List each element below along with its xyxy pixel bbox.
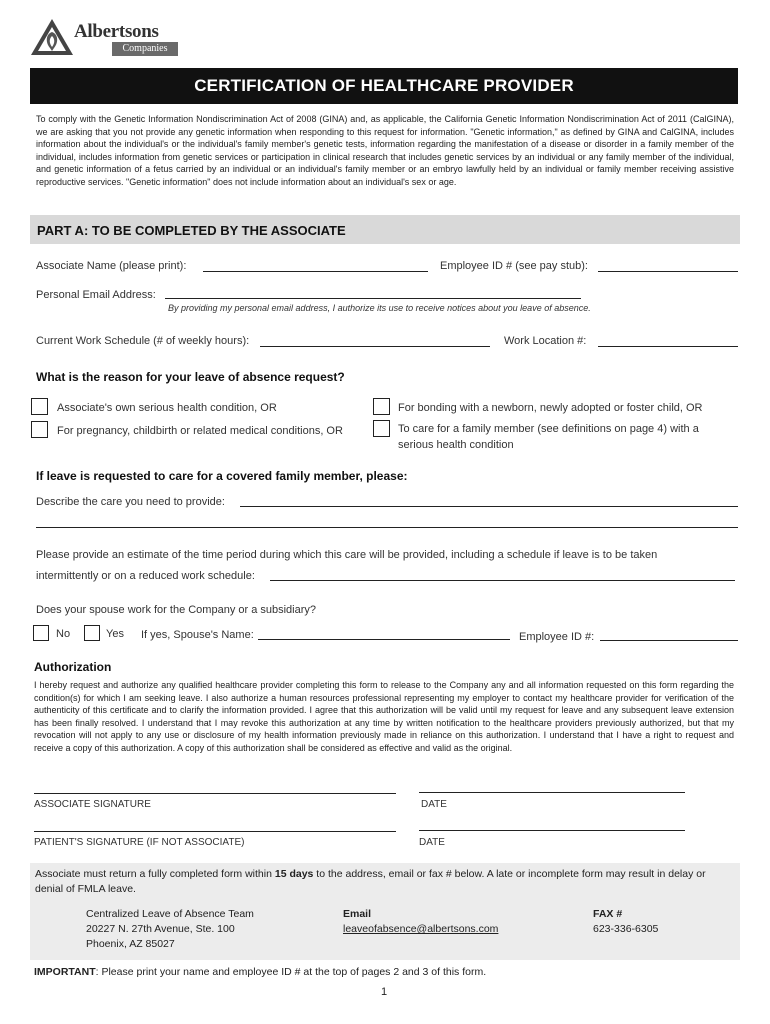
describe-care-field-line2[interactable]: [36, 527, 738, 528]
address-line3: Phoenix, AZ 85027: [86, 938, 175, 950]
family-care-checkbox[interactable]: [373, 420, 390, 437]
employee-id-label: Employee ID # (see pay stub):: [440, 260, 588, 272]
patient-signature-field[interactable]: [34, 831, 396, 832]
associate-date-label: DATE: [421, 799, 447, 810]
patient-signature-label: PATIENT'S SIGNATURE (IF NOT ASSOCIATE): [34, 837, 245, 848]
associate-name-field[interactable]: [203, 271, 428, 272]
logo-subtitle: Companies: [112, 42, 178, 56]
address-line2: 20227 N. 27th Avenue, Ste. 100: [86, 923, 235, 935]
describe-care-field[interactable]: [240, 506, 738, 507]
spouse-name-field[interactable]: [258, 639, 510, 640]
work-location-field[interactable]: [598, 346, 738, 347]
spouse-no-checkbox[interactable]: [33, 625, 49, 641]
page-number: 1: [381, 986, 388, 998]
important-text: : Please print your name and employee ID # at the top of pages 2 and 3 of this form.: [95, 966, 487, 978]
family-care-label-line1: To care for a family member (see definitions on page 4) with a: [398, 423, 699, 435]
fax-number: 623-336-6305: [593, 923, 659, 935]
authorization-text: I hereby request and authorize any qualified healthcare provider completing this form to release to the Company any and all information requested on this form regarding the condition(s) for which I am seeking leave. I also authorize a human resources professional representing my employer to contact my healthcare provider for verification of the authenticity of this certificate and to clarify the information provided. I agree that this authorization will be valid until my request for leave and any subsequent leave extension has been finally resolved. I understand that I may revoke this authorization at any time by written notification to the healthcare providers previously authorized, but that my revocation will not apply to any use or disclosure of my health information previously made in reliance on this authorization. I understand that I have a right to request and receive a copy of this authorization. A copy of this authorization shall be considered as effective and valid as the original.: [34, 680, 734, 753]
associate-signature-label: ASSOCIATE SIGNATURE: [34, 799, 151, 810]
logo-mark-icon: [30, 18, 74, 58]
family-care-label-line2: serious health condition: [398, 439, 514, 451]
patient-date-field[interactable]: [419, 830, 685, 831]
associate-date-field[interactable]: [419, 792, 685, 793]
family-member-heading: If leave is requested to care for a covered family member, please:: [36, 469, 408, 483]
spouse-no-label: No: [56, 628, 71, 640]
leave-reason-question: What is the reason for your leave of absence request?: [36, 370, 345, 384]
own-health-label: Associate's own serious health condition, OR: [57, 402, 277, 414]
pregnancy-checkbox[interactable]: [31, 421, 48, 438]
email-label: Personal Email Address:: [36, 289, 156, 301]
authorization-heading: Authorization: [34, 660, 112, 674]
spouse-yes-checkbox[interactable]: [84, 625, 100, 641]
spouse-name-label: If yes, Spouse's Name:: [141, 629, 254, 641]
gina-notice: To comply with the Genetic Information Nondiscrimination Act of 2008 (GINA) and, as applicable, the California Genetic Information Nondiscrimination Act of 2011 (CalGINA), we are asking that you not provide any genetic information when responding to this request for information. "Genetic information," as defined by GINA and CalGINA, includes information about the individual's or the individual's family member's genetic tests, information regarding the manifestation of a disease or disorder in a family member of the individual, includes information from genetic services or participation in clinical research that includes genetic services by an individual or any family member of the individual, and genetic information of a fetus carried by an individual or an individual's family member or an embryo lawfully held by an individual or family member receiving assistive reproductive services. "Genetic information" does not include information about an individual's sex or age.: [36, 114, 734, 187]
patient-date-label: DATE: [419, 837, 445, 848]
company-logo: [30, 18, 180, 60]
logo-wordmark: Albertsons: [74, 21, 159, 42]
email-heading: Email: [343, 908, 372, 920]
estimate-label-line2: intermittently or on a reduced work schedule:: [36, 570, 255, 582]
fax-heading: FAX #: [593, 908, 623, 920]
loa-email-link[interactable]: leaveofabsence@albertsons.com: [343, 923, 499, 935]
bonding-checkbox[interactable]: [373, 398, 390, 415]
return-instructions: [35, 868, 706, 880]
work-schedule-field[interactable]: [260, 346, 490, 347]
associate-signature-field[interactable]: [34, 793, 396, 794]
associate-name-label: Associate Name (please print):: [36, 260, 187, 272]
email-field[interactable]: [165, 298, 581, 299]
important-note: [34, 966, 486, 978]
estimate-label-line1: Please provide an estimate of the time period during which this care will be provided, including a schedule if leave is to be taken: [36, 549, 658, 561]
pregnancy-label: For pregnancy, childbirth or related medical conditions, OR: [57, 425, 343, 437]
form-title: CERTIFICATION OF HEALTHCARE PROVIDER: [30, 68, 738, 104]
return-text-pre: Associate must return a fully completed form within: [35, 868, 275, 880]
return-days: 15 days: [274, 868, 314, 880]
part-a-header: PART A: TO BE COMPLETED BY THE ASSOCIATE: [30, 215, 740, 244]
estimate-field[interactable]: [270, 580, 735, 581]
spouse-employee-id-field[interactable]: [600, 640, 738, 641]
return-text-post: to the address, email or fax # below. A late or incomplete form may result in delay or: [313, 868, 706, 880]
bonding-label: For bonding with a newborn, newly adopted or foster child, OR: [398, 402, 703, 414]
own-health-checkbox[interactable]: [31, 398, 48, 415]
email-authorization-note: By providing my personal email address, I authorize its use to receive notices about you leave of absence.: [168, 303, 591, 313]
spouse-employee-id-label: Employee ID #:: [519, 631, 595, 643]
work-location-label: Work Location #:: [504, 335, 587, 347]
return-instructions-box: [30, 863, 740, 960]
spouse-question: Does your spouse work for the Company or a subsidiary?: [36, 604, 317, 616]
return-instructions-line2: denial of FMLA leave.: [35, 883, 136, 895]
describe-care-label: Describe the care you need to provide:: [36, 496, 225, 508]
address-line1: Centralized Leave of Absence Team: [86, 908, 254, 920]
important-label: IMPORTANT: [34, 966, 96, 978]
spouse-yes-label: Yes: [106, 628, 124, 640]
work-schedule-label: Current Work Schedule (# of weekly hours):: [36, 335, 250, 347]
employee-id-field[interactable]: [598, 271, 738, 272]
